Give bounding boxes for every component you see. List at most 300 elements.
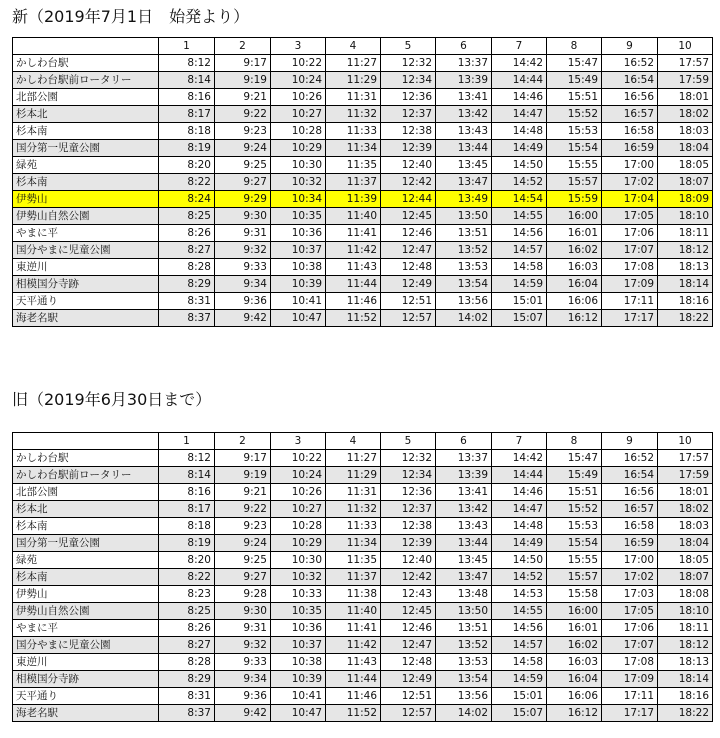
departure-time: 10:36	[271, 620, 326, 637]
departure-time: 13:47	[436, 569, 492, 586]
table-row	[13, 174, 713, 191]
table-row	[13, 310, 713, 327]
departure-time: 18:16	[658, 688, 713, 705]
station-name: 伊勢山	[13, 191, 159, 208]
station-name: やまに平	[13, 225, 159, 242]
table-row	[13, 242, 713, 259]
departure-time: 15:52	[547, 501, 602, 518]
departure-time: 13:54	[436, 276, 492, 293]
departure-time: 12:34	[381, 72, 436, 89]
departure-time: 18:09	[658, 191, 713, 208]
departure-time: 12:38	[381, 123, 436, 140]
departure-time: 17:03	[602, 586, 658, 603]
station-name: 伊勢山	[13, 586, 159, 603]
departure-time: 9:31	[215, 225, 271, 242]
departure-time: 8:31	[159, 293, 215, 310]
station-name: 相模国分寺跡	[13, 671, 159, 688]
departure-time: 12:48	[381, 259, 436, 276]
station-name: 北部公園	[13, 484, 159, 501]
departure-time: 16:54	[602, 467, 658, 484]
trip-number-header: 10	[658, 38, 713, 55]
table-row	[13, 484, 713, 501]
station-name: 杉本南	[13, 174, 159, 191]
departure-time: 18:16	[658, 293, 713, 310]
departure-time: 9:42	[215, 705, 271, 722]
departure-time: 12:42	[381, 174, 436, 191]
departure-time: 9:31	[215, 620, 271, 637]
departure-time: 13:43	[436, 123, 492, 140]
departure-time: 10:22	[271, 450, 326, 467]
departure-time: 13:52	[436, 637, 492, 654]
new-schedule-title: 新（2019年7月1日 始発より）	[12, 7, 250, 26]
departure-time: 14:52	[492, 174, 547, 191]
departure-time: 17:08	[602, 259, 658, 276]
departure-time: 10:33	[271, 586, 326, 603]
departure-time: 18:07	[658, 174, 713, 191]
departure-time: 11:52	[326, 705, 381, 722]
departure-time: 16:03	[547, 654, 602, 671]
trip-number-header: 9	[602, 433, 658, 450]
table-row	[13, 106, 713, 123]
departure-time: 10:41	[271, 293, 326, 310]
station-name: 天平通り	[13, 293, 159, 310]
trip-number-header: 5	[381, 38, 436, 55]
departure-time: 14:02	[436, 310, 492, 327]
departure-time: 15:07	[492, 705, 547, 722]
departure-time: 9:22	[215, 106, 271, 123]
departure-time: 12:48	[381, 654, 436, 671]
departure-time: 17:09	[602, 671, 658, 688]
station-name: やまに平	[13, 620, 159, 637]
departure-time: 8:29	[159, 671, 215, 688]
departure-time: 17:09	[602, 276, 658, 293]
table-row	[13, 123, 713, 140]
departure-time: 11:31	[326, 89, 381, 106]
departure-time: 15:57	[547, 569, 602, 586]
departure-time: 13:47	[436, 174, 492, 191]
departure-time: 14:58	[492, 654, 547, 671]
departure-time: 11:35	[326, 552, 381, 569]
departure-time: 13:54	[436, 671, 492, 688]
departure-time: 18:14	[658, 276, 713, 293]
departure-time: 15:58	[547, 586, 602, 603]
departure-time: 13:50	[436, 603, 492, 620]
departure-time: 16:02	[547, 637, 602, 654]
departure-time: 12:45	[381, 603, 436, 620]
departure-time: 18:05	[658, 552, 713, 569]
departure-time: 13:42	[436, 501, 492, 518]
departure-time: 12:47	[381, 242, 436, 259]
table-row	[13, 157, 713, 174]
departure-time: 16:56	[602, 89, 658, 106]
departure-time: 11:33	[326, 123, 381, 140]
departure-time: 13:51	[436, 620, 492, 637]
departure-time: 16:58	[602, 123, 658, 140]
departure-time: 8:14	[159, 467, 215, 484]
departure-time: 14:44	[492, 72, 547, 89]
departure-time: 14:50	[492, 157, 547, 174]
departure-time: 11:43	[326, 654, 381, 671]
departure-time: 11:44	[326, 671, 381, 688]
departure-time: 16:52	[602, 55, 658, 72]
departure-time: 16:00	[547, 603, 602, 620]
trip-number-header: 4	[326, 433, 381, 450]
departure-time: 17:17	[602, 705, 658, 722]
departure-time: 12:44	[381, 191, 436, 208]
departure-time: 17:11	[602, 688, 658, 705]
departure-time: 14:58	[492, 259, 547, 276]
departure-time: 8:16	[159, 89, 215, 106]
table-row	[13, 569, 713, 586]
trip-number-header: 1	[159, 433, 215, 450]
station-name: 杉本南	[13, 123, 159, 140]
station-name: 国分第一児童公園	[13, 535, 159, 552]
departure-time: 9:25	[215, 157, 271, 174]
departure-time: 14:57	[492, 637, 547, 654]
departure-time: 8:37	[159, 705, 215, 722]
departure-time: 11:29	[326, 467, 381, 484]
header-row	[13, 433, 713, 450]
trip-number-header: 5	[381, 433, 436, 450]
departure-time: 18:04	[658, 535, 713, 552]
departure-time: 16:04	[547, 671, 602, 688]
departure-time: 13:51	[436, 225, 492, 242]
departure-time: 18:10	[658, 603, 713, 620]
table-row	[13, 518, 713, 535]
departure-time: 14:47	[492, 501, 547, 518]
old-timetable	[12, 432, 713, 722]
departure-time: 14:57	[492, 242, 547, 259]
departure-time: 10:39	[271, 671, 326, 688]
departure-time: 9:21	[215, 89, 271, 106]
table-row	[13, 688, 713, 705]
departure-time: 16:56	[602, 484, 658, 501]
departure-time: 18:02	[658, 106, 713, 123]
departure-time: 11:41	[326, 225, 381, 242]
departure-time: 9:25	[215, 552, 271, 569]
departure-time: 15:53	[547, 518, 602, 535]
departure-time: 14:55	[492, 208, 547, 225]
departure-time: 18:14	[658, 671, 713, 688]
departure-time: 18:05	[658, 157, 713, 174]
departure-time: 18:13	[658, 259, 713, 276]
station-name: 東逆川	[13, 259, 159, 276]
table-row	[13, 586, 713, 603]
departure-time: 13:37	[436, 450, 492, 467]
departure-time: 13:49	[436, 191, 492, 208]
departure-time: 8:16	[159, 484, 215, 501]
departure-time: 8:27	[159, 637, 215, 654]
departure-time: 13:45	[436, 157, 492, 174]
departure-time: 14:50	[492, 552, 547, 569]
table-row	[13, 276, 713, 293]
departure-time: 18:22	[658, 310, 713, 327]
trip-number-header: 6	[436, 38, 492, 55]
trip-number-header: 6	[436, 433, 492, 450]
departure-time: 14:56	[492, 225, 547, 242]
table-row-highlighted	[13, 191, 713, 208]
departure-time: 12:47	[381, 637, 436, 654]
departure-time: 12:32	[381, 55, 436, 72]
station-name: 緑苑	[13, 157, 159, 174]
departure-time: 11:29	[326, 72, 381, 89]
table-row	[13, 225, 713, 242]
trip-number-header: 9	[602, 38, 658, 55]
departure-time: 9:19	[215, 467, 271, 484]
table-row	[13, 293, 713, 310]
departure-time: 14:52	[492, 569, 547, 586]
table-row	[13, 654, 713, 671]
departure-time: 14:47	[492, 106, 547, 123]
departure-time: 9:34	[215, 276, 271, 293]
departure-time: 8:24	[159, 191, 215, 208]
departure-time: 17:07	[602, 637, 658, 654]
departure-time: 10:29	[271, 535, 326, 552]
departure-time: 10:37	[271, 637, 326, 654]
departure-time: 11:40	[326, 603, 381, 620]
departure-time: 10:32	[271, 174, 326, 191]
departure-time: 10:37	[271, 242, 326, 259]
departure-time: 13:42	[436, 106, 492, 123]
station-name: かしわ台駅前ロータリー	[13, 72, 159, 89]
departure-time: 12:40	[381, 157, 436, 174]
departure-time: 14:59	[492, 671, 547, 688]
departure-time: 12:57	[381, 705, 436, 722]
departure-time: 9:33	[215, 259, 271, 276]
station-name: 相模国分寺跡	[13, 276, 159, 293]
trip-number-header: 3	[271, 38, 326, 55]
departure-time: 17:57	[658, 55, 713, 72]
departure-time: 11:38	[326, 586, 381, 603]
departure-time: 14:56	[492, 620, 547, 637]
departure-time: 16:02	[547, 242, 602, 259]
departure-time: 15:07	[492, 310, 547, 327]
departure-time: 18:08	[658, 586, 713, 603]
departure-time: 15:52	[547, 106, 602, 123]
departure-time: 12:36	[381, 484, 436, 501]
departure-time: 11:52	[326, 310, 381, 327]
departure-time: 8:31	[159, 688, 215, 705]
new-timetable	[12, 37, 713, 327]
departure-time: 10:27	[271, 501, 326, 518]
departure-time: 14:53	[492, 586, 547, 603]
departure-time: 16:01	[547, 225, 602, 242]
departure-time: 12:49	[381, 671, 436, 688]
departure-time: 17:02	[602, 569, 658, 586]
departure-time: 10:38	[271, 259, 326, 276]
departure-time: 8:18	[159, 518, 215, 535]
departure-time: 10:24	[271, 72, 326, 89]
departure-time: 15:57	[547, 174, 602, 191]
departure-time: 16:58	[602, 518, 658, 535]
departure-time: 11:44	[326, 276, 381, 293]
departure-time: 15:47	[547, 450, 602, 467]
departure-time: 17:17	[602, 310, 658, 327]
departure-time: 12:39	[381, 140, 436, 157]
departure-time: 16:59	[602, 140, 658, 157]
departure-time: 8:17	[159, 501, 215, 518]
departure-time: 13:56	[436, 688, 492, 705]
departure-time: 15:47	[547, 55, 602, 72]
table-row	[13, 259, 713, 276]
departure-time: 14:55	[492, 603, 547, 620]
departure-time: 14:59	[492, 276, 547, 293]
departure-time: 14:42	[492, 55, 547, 72]
departure-time: 8:25	[159, 603, 215, 620]
departure-time: 10:26	[271, 484, 326, 501]
departure-time: 9:22	[215, 501, 271, 518]
departure-time: 18:10	[658, 208, 713, 225]
departure-time: 11:34	[326, 535, 381, 552]
departure-time: 13:53	[436, 654, 492, 671]
departure-time: 12:46	[381, 620, 436, 637]
station-name: 海老名駅	[13, 705, 159, 722]
departure-time: 11:35	[326, 157, 381, 174]
departure-time: 17:07	[602, 242, 658, 259]
departure-time: 9:36	[215, 688, 271, 705]
table-row	[13, 140, 713, 157]
departure-time: 10:47	[271, 705, 326, 722]
departure-time: 12:46	[381, 225, 436, 242]
departure-time: 16:57	[602, 106, 658, 123]
departure-time: 15:49	[547, 72, 602, 89]
departure-time: 8:20	[159, 157, 215, 174]
departure-time: 15:55	[547, 552, 602, 569]
station-name: 東逆川	[13, 654, 159, 671]
departure-time: 15:53	[547, 123, 602, 140]
departure-time: 9:32	[215, 637, 271, 654]
departure-time: 11:46	[326, 293, 381, 310]
table-row	[13, 603, 713, 620]
departure-time: 8:20	[159, 552, 215, 569]
departure-time: 8:37	[159, 310, 215, 327]
departure-time: 9:36	[215, 293, 271, 310]
departure-time: 16:54	[602, 72, 658, 89]
departure-time: 11:34	[326, 140, 381, 157]
departure-time: 15:59	[547, 191, 602, 208]
departure-time: 16:06	[547, 293, 602, 310]
departure-time: 8:23	[159, 586, 215, 603]
departure-time: 9:29	[215, 191, 271, 208]
departure-time: 10:24	[271, 467, 326, 484]
departure-time: 10:35	[271, 208, 326, 225]
table-row	[13, 552, 713, 569]
departure-time: 8:14	[159, 72, 215, 89]
departure-time: 17:00	[602, 157, 658, 174]
departure-time: 11:32	[326, 501, 381, 518]
departure-time: 17:08	[602, 654, 658, 671]
table-row	[13, 467, 713, 484]
departure-time: 12:43	[381, 586, 436, 603]
departure-time: 13:37	[436, 55, 492, 72]
departure-time: 11:40	[326, 208, 381, 225]
departure-time: 13:45	[436, 552, 492, 569]
departure-time: 8:12	[159, 450, 215, 467]
departure-time: 12:38	[381, 518, 436, 535]
departure-time: 16:04	[547, 276, 602, 293]
departure-time: 9:24	[215, 140, 271, 157]
departure-time: 14:02	[436, 705, 492, 722]
station-name: かしわ台駅前ロータリー	[13, 467, 159, 484]
departure-time: 13:53	[436, 259, 492, 276]
trip-number-header: 2	[215, 38, 271, 55]
departure-time: 11:42	[326, 637, 381, 654]
departure-time: 18:13	[658, 654, 713, 671]
departure-time: 15:55	[547, 157, 602, 174]
departure-time: 12:32	[381, 450, 436, 467]
departure-time: 17:05	[602, 208, 658, 225]
station-name: 杉本北	[13, 106, 159, 123]
departure-time: 17:00	[602, 552, 658, 569]
header-corner	[13, 433, 159, 450]
departure-time: 8:12	[159, 55, 215, 72]
departure-time: 8:27	[159, 242, 215, 259]
table-row	[13, 620, 713, 637]
departure-time: 15:49	[547, 467, 602, 484]
departure-time: 13:39	[436, 72, 492, 89]
departure-time: 15:01	[492, 293, 547, 310]
trip-number-header: 4	[326, 38, 381, 55]
departure-time: 8:17	[159, 106, 215, 123]
departure-time: 16:01	[547, 620, 602, 637]
departure-time: 15:01	[492, 688, 547, 705]
departure-time: 18:01	[658, 484, 713, 501]
departure-time: 13:39	[436, 467, 492, 484]
departure-time: 11:27	[326, 55, 381, 72]
departure-time: 8:22	[159, 569, 215, 586]
header-row	[13, 38, 713, 55]
departure-time: 13:44	[436, 535, 492, 552]
departure-time: 16:57	[602, 501, 658, 518]
trip-number-header: 8	[547, 38, 602, 55]
departure-time: 18:07	[658, 569, 713, 586]
departure-time: 16:03	[547, 259, 602, 276]
departure-time: 15:51	[547, 89, 602, 106]
station-name: 天平通り	[13, 688, 159, 705]
trip-number-header: 2	[215, 433, 271, 450]
trip-number-header: 7	[492, 433, 547, 450]
trip-number-header: 1	[159, 38, 215, 55]
departure-time: 11:31	[326, 484, 381, 501]
departure-time: 18:22	[658, 705, 713, 722]
departure-time: 12:37	[381, 501, 436, 518]
departure-time: 11:46	[326, 688, 381, 705]
departure-time: 8:26	[159, 225, 215, 242]
departure-time: 10:30	[271, 157, 326, 174]
departure-time: 11:37	[326, 174, 381, 191]
departure-time: 9:27	[215, 569, 271, 586]
departure-time: 15:54	[547, 140, 602, 157]
departure-time: 10:36	[271, 225, 326, 242]
departure-time: 9:27	[215, 174, 271, 191]
departure-time: 17:59	[658, 72, 713, 89]
departure-time: 15:51	[547, 484, 602, 501]
departure-time: 12:49	[381, 276, 436, 293]
departure-time: 12:42	[381, 569, 436, 586]
departure-time: 18:11	[658, 225, 713, 242]
departure-time: 14:48	[492, 123, 547, 140]
station-name: 伊勢山自然公園	[13, 603, 159, 620]
departure-time: 9:21	[215, 484, 271, 501]
departure-time: 8:25	[159, 208, 215, 225]
departure-time: 9:24	[215, 535, 271, 552]
trip-number-header: 3	[271, 433, 326, 450]
departure-time: 10:34	[271, 191, 326, 208]
departure-time: 8:26	[159, 620, 215, 637]
departure-time: 14:46	[492, 484, 547, 501]
station-name: 杉本北	[13, 501, 159, 518]
station-name: 緑苑	[13, 552, 159, 569]
